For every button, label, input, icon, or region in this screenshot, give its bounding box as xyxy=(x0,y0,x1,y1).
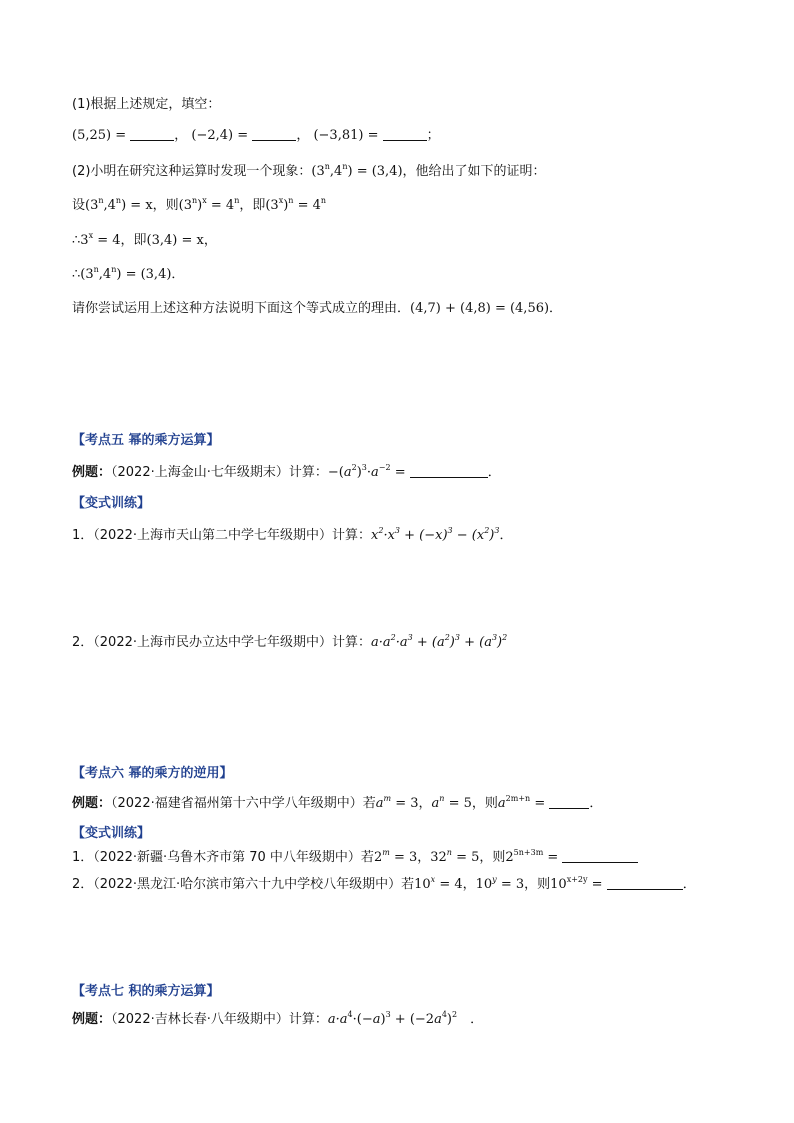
part1-item-1: (5,25) = xyxy=(72,128,127,143)
answer-blank-1[interactable] xyxy=(130,128,174,141)
proof-line-3: $\therefore(3^n,4^n) = (3,4)$． xyxy=(72,265,185,282)
answer-blank-sec6[interactable] xyxy=(549,796,589,809)
section-6-header: 【考点六 幂的乘方的逆用】 xyxy=(72,766,233,781)
answer-blank-3[interactable] xyxy=(383,128,427,141)
formula-3n4n: $(3^n,4^n) = (3,4)$ xyxy=(311,162,403,179)
sec6-practice-header: 【变式训练】 xyxy=(72,826,151,841)
part1-fill-row: (5,25) = ， (−2,4) = ， (−3,81) = ； xyxy=(72,128,440,143)
sec6-question-1: 1．（2022·新疆·乌鲁木齐市第 70 中八年级期中）若$2^m = 3$，$32^n = 5$，则$2^{5n+3m}$ = xyxy=(72,849,638,867)
part2-task: 请你尝试运用上述这种方法说明下面这个等式成立的理由．(4,7) + (4,8) = (4,56)． xyxy=(72,301,563,316)
answer-blank-sec6-q1[interactable] xyxy=(562,850,638,863)
sec5-practice-header: 【变式训练】 xyxy=(72,496,151,511)
section-5-header: 【考点五 幂的乘方运算】 xyxy=(72,433,220,448)
answer-blank-sec5[interactable] xyxy=(410,465,488,478)
section-7-header: 【考点七 积的乘方运算】 xyxy=(72,984,220,999)
part2-intro: (2)小明在研究这种运算时发现一个现象：$(3^n,4^n) = (3,4)$，他给出了如下的证明： xyxy=(72,162,546,179)
sec6-example: 例题：（2022·福建省福州第十六中学八年级期中）若$a^m = 3$，$a^n = 5$，则$a^{2m+n}$ = ． xyxy=(72,794,603,811)
sec7-example: 例题：（2022·吉林长春·八年级期中）计算：$a\cdot a^4\cdot(-a)^3 + (-2a^4)^2$ ． xyxy=(72,1010,484,1027)
proof-line-1: 设$(3^n,4^n) = x$，则$(3^n)^x = 4^n$，即$(3^x)^n = 4^n$ xyxy=(72,196,327,213)
sec5-question-1: 1．（2022·上海市天山第二中学七年级期中）计算：$x^2\cdot x^3 + (-x)^3 - (x^2)^3$． xyxy=(72,526,513,543)
sec5-question-2: 2．（2022·上海市民办立达中学七年级期中）计算：$a\cdot a^2\cdot a^3 + (a^2)^3 + (a^3)^2$ xyxy=(72,633,508,650)
answer-blank-sec6-q2[interactable] xyxy=(607,877,683,890)
part1-item-2: (−2,4) = xyxy=(191,128,249,143)
sec5-example: 例题：（2022·上海金山·七年级期末）计算：$-(a^2)^3\cdot a^{-2}$ = ． xyxy=(72,463,501,480)
answer-blank-2[interactable] xyxy=(252,128,296,141)
part1-label: (1)根据上述规定，填空： xyxy=(72,97,221,112)
sec6-question-2: 2．（2022·黑龙江·哈尔滨市第六十九中学校八年级期中）若$10^x = 4$，$10^y = 3$，则$10^{x+2y}$ = ． xyxy=(72,875,696,892)
proof-line-2: $\therefore 3^x = 4$，即(3,4) = x， xyxy=(72,231,217,248)
part1-item-3: (−3,81) = xyxy=(313,128,379,143)
